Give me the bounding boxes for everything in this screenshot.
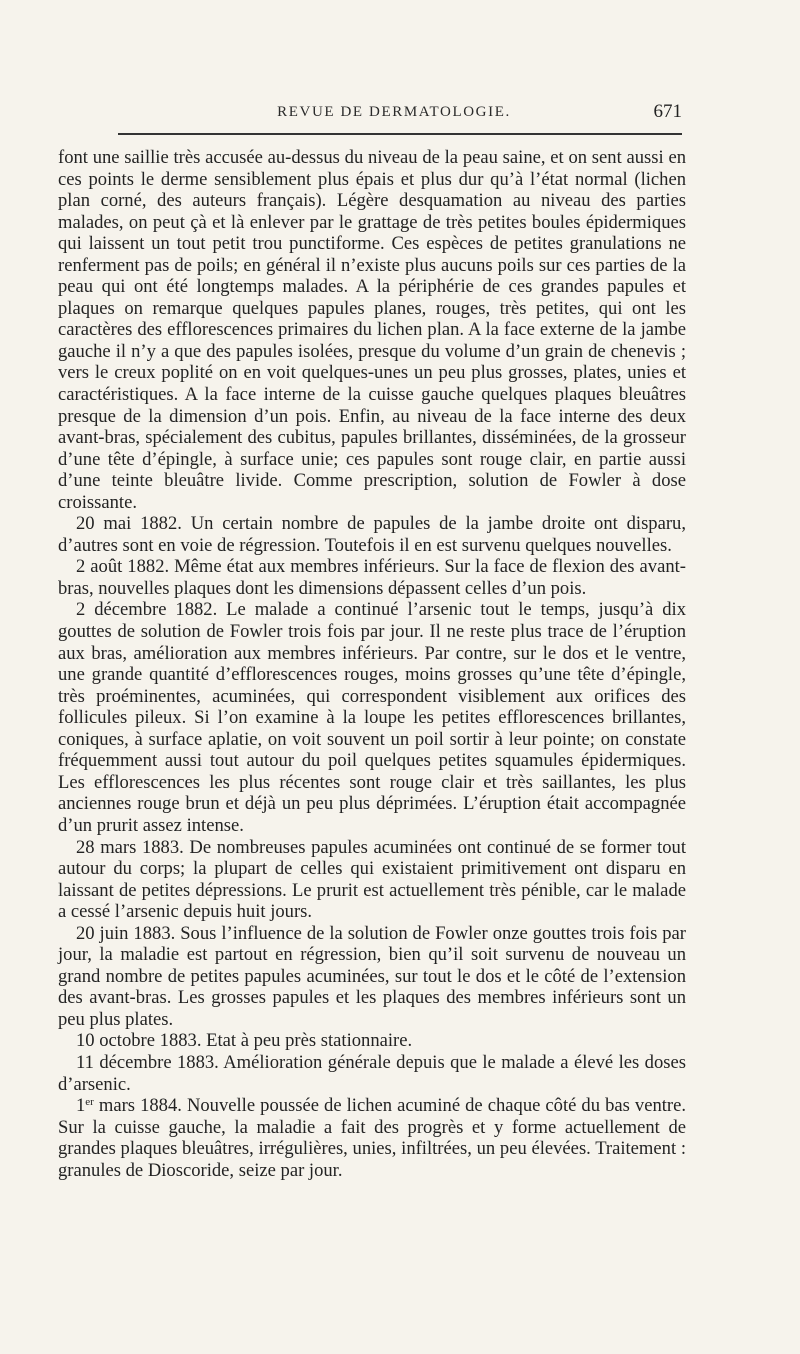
paragraph: 20 mai 1882. Un certain nombre de papules de la jambe droite ont disparu, d’autres sont en voie de régression. Toutefois il en est survenu quelques nouvelles. (58, 513, 686, 556)
paragraph: 20 juin 1883. Sous l’influence de la solution de Fowler onze gouttes trois fois par jour, la maladie est partout en régression, bien qu’il soit survenu de nouveau un grand nombre de petites papules acuminées, sur tout le dos et le côté de l’extension des avant-bras. Les grosses papules et les plaques des membres inférieurs sont un peu plus plates. (58, 922, 686, 1030)
paragraph: 2 décembre 1882. Le malade a continué l’arsenic tout le temps, jusqu’à dix gouttes de solution de Fowler trois fois par jour. Il ne reste plus trace de l’éruption aux bras, amélioration aux membres inférieurs. Par contre, sur le dos et le ventre, une grande quantité d’efflorescences rouges, moins grosses qu’une tête d’épingle, très proéminentes, acuminées, qui correspondent visiblement aux orifices des follicules pileux. Si l’on examine à la loupe les petites efflorescences brillantes, coniques, à surface aplatie, on voit souvent un poil sortir à leur pointe; on constate fréquemment aussi tout autour du poil quelques petites squamules épidermiques. Les efflorescences les plus récentes sont rouge clair et très saillantes, les plus anciennes rouge brun et déjà un peu plus déprimées. L’éruption était accompagnée d’un prurit assez intense. (58, 599, 686, 836)
paragraph: 2 août 1882. Même état aux membres inférieurs. Sur la face de flexion des avant-bras, nouvelles plaques dont les dimensions dépassent celles d’un pois. (58, 556, 686, 599)
paragraph: 11 décembre 1883. Amélioration générale depuis que le malade a élevé les doses d’arsenic. (58, 1051, 686, 1095)
date-ordinal: er (85, 1096, 94, 1109)
paragraph: 10 octobre 1883. Etat à peu près stationnaire. (76, 1030, 413, 1052)
running-title: REVUE DE DERMATOLOGIE. (277, 104, 511, 120)
paragraph (58, 1095, 686, 1181)
page-number: 671 (653, 101, 682, 122)
date-day: 1 (76, 1095, 86, 1117)
paragraph: font une saillie très accusée au-dessus du niveau de la peau saine, et on sent aussi en ces points le derme sensiblement plus épais et plus dur qu’à l’état normal (lichen plan corné, des auteurs français). Légère desquamation au niveau des parties malades, on peut çà et là enlever par le grattage de très petites boules épidermiques qui laissent un tout petit trou punctiforme. Ces espèces de petites granulations ne renferment pas de poils; en général il n’existe plus aucuns poils sur ces parties de la peau qui ont été longtemps malades. A la périphérie de ces grandes papules et plaques on remarque quelques papules planes, rouges, très petites, qui ont les caractères des efflorescences primaires du lichen plan. A la face externe de la jambe gauche il n’y a que des papules isolées, presque du volume d’un grain de chenevis ; vers le creux poplité on en voit quelques-unes un peu plus grosses, plates, unies et caractéristiques. A la face interne de la cuisse gauche quelques plaques bleuâtres presque de la dimension d’un pois. Enfin, au niveau de la face interne des deux avant-bras, spécialement des cubitus, papules brillantes, disséminées, de la grosseur d’une tête d’épingle, à surface unie; ces papules sont rouge clair, en partie aussi d’une teinte bleuâtre livide. Comme prescription, solution de Fowler à dose croissante. (58, 147, 686, 513)
header-rule (118, 133, 682, 135)
running-head (100, 101, 688, 125)
paragraph: 28 mars 1883. De nombreuses papules acuminées ont continué de se former tout autour du corps; la plupart de celles qui existaient primitivement ont disparu en laissant de petites dépressions. Le prurit est actuellement très pénible, car le malade a cessé l’arsenic depuis huit jours. (58, 836, 686, 923)
paragraph-text: mars 1884. Nouvelle poussée de lichen acuminé de chaque côté du bas ventre. Sur la cuisse gauche, la maladie a fait des progrès et y forme actuellement de grandes plaques bleuâtres, irrégulières, unies, infiltrées, un peu élevées. Traitement : granules de Dioscoride, seize par jour. (58, 1095, 686, 1181)
body-text (58, 147, 686, 1181)
